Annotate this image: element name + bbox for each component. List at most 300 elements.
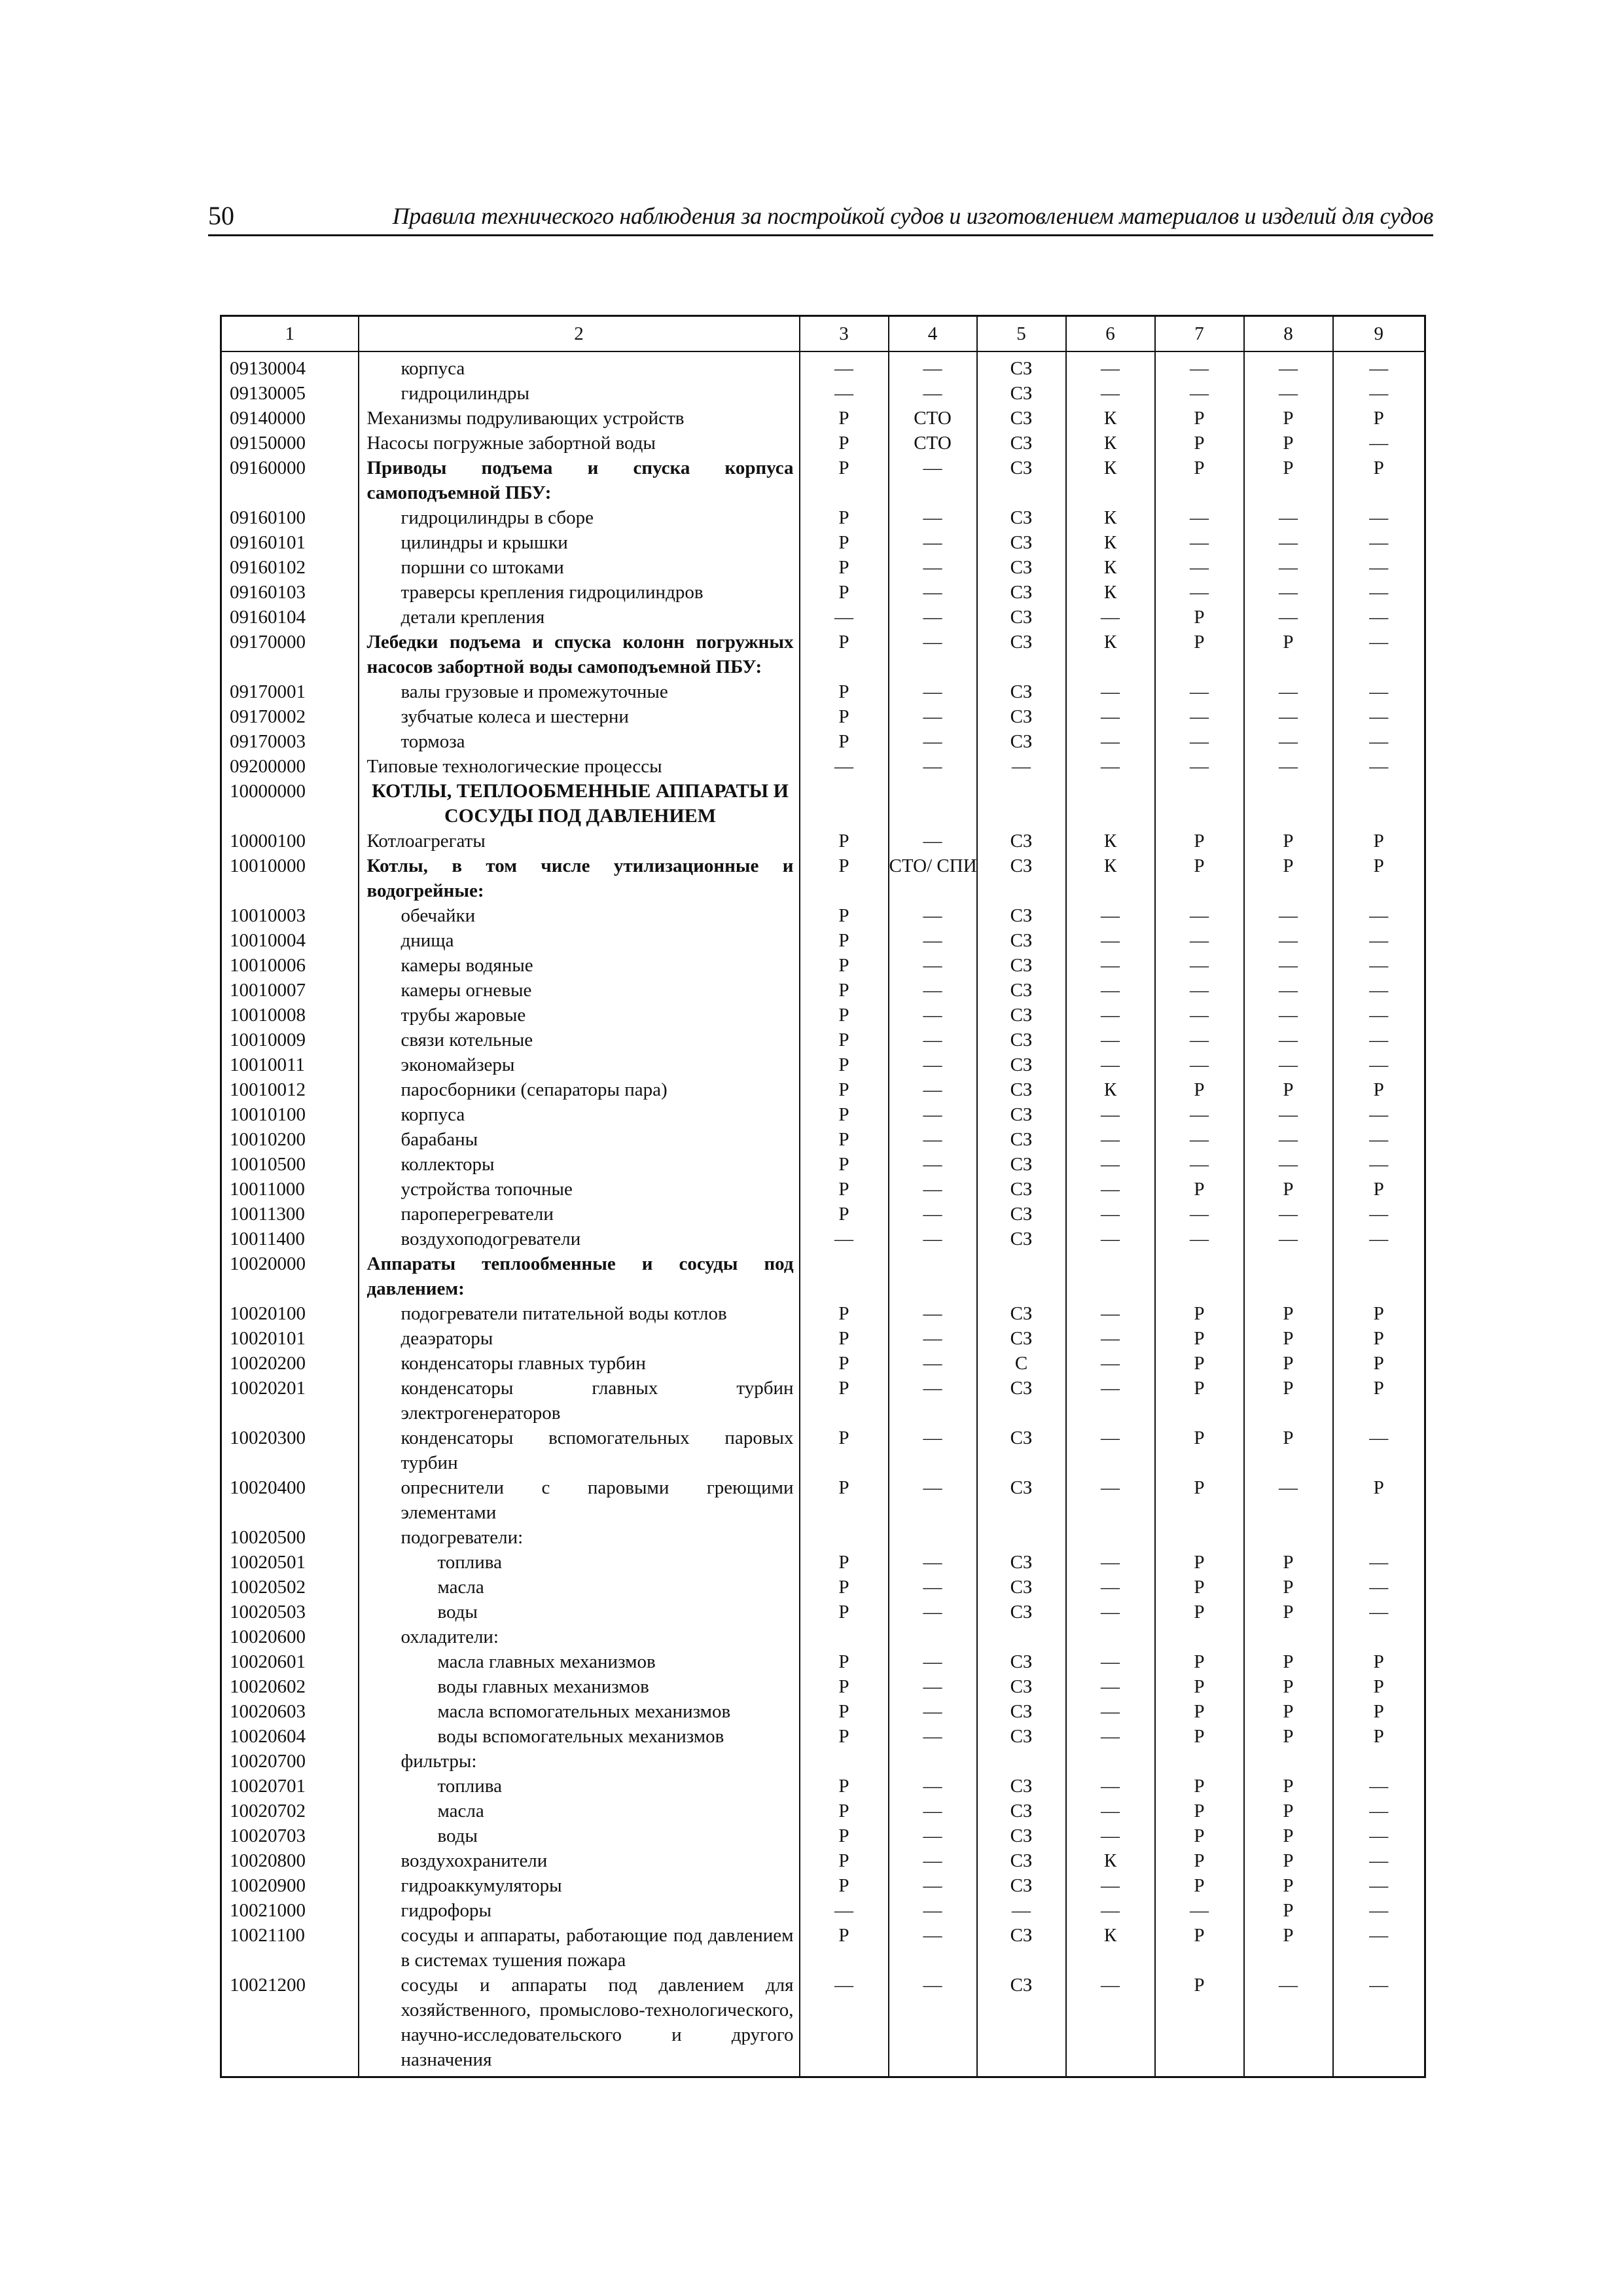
- requirement-cell: [800, 1624, 889, 1649]
- requirement-cell: —: [1333, 1923, 1425, 1973]
- requirement-cell: Р: [800, 1177, 889, 1202]
- requirement-cell: —: [1066, 1649, 1155, 1674]
- requirement-cell: СТО/ СПИ: [889, 853, 977, 903]
- requirement-cell: —: [1066, 1898, 1155, 1923]
- table-row: [221, 829, 1425, 853]
- requirement-cell: —: [889, 1649, 977, 1674]
- requirement-cell: —: [1244, 381, 1333, 406]
- requirement-cell: Р: [1155, 630, 1244, 679]
- requirement-cell: Р: [1244, 1699, 1333, 1724]
- requirement-cell: —: [1155, 704, 1244, 729]
- requirement-cell: Р: [800, 1301, 889, 1326]
- requirement-cell: —: [1155, 1102, 1244, 1127]
- requirement-cell: —: [1333, 978, 1425, 1003]
- requirement-cell: —: [1333, 953, 1425, 978]
- requirement-cell: —: [1333, 605, 1425, 630]
- item-code-cell: 10010011: [221, 1052, 359, 1077]
- requirement-cell: —: [1155, 953, 1244, 978]
- requirement-cell: СЗ: [977, 1102, 1066, 1127]
- requirement-cell: —: [889, 1376, 977, 1426]
- table-row: [221, 1028, 1425, 1052]
- requirement-cell: —: [1333, 351, 1425, 381]
- table-row: [221, 1749, 1425, 1774]
- requirement-cell: —: [889, 1127, 977, 1152]
- table-row: [221, 431, 1425, 456]
- requirement-cell: СТО: [889, 431, 977, 456]
- requirement-cell: Р: [1155, 1301, 1244, 1326]
- requirement-cell: СЗ: [977, 953, 1066, 978]
- requirement-cell: —: [1333, 1873, 1425, 1898]
- requirement-cell: —: [1066, 953, 1155, 978]
- item-name-cell: Аппараты теплообменные и сосуды под давлением:: [359, 1251, 800, 1301]
- requirement-cell: Р: [800, 630, 889, 679]
- requirement-cell: —: [1155, 903, 1244, 928]
- requirement-cell: Р: [1244, 1351, 1333, 1376]
- item-name-cell: тормоза: [359, 729, 800, 754]
- item-code-cell: 09160101: [221, 530, 359, 555]
- requirement-cell: —: [1333, 1052, 1425, 1077]
- item-name-cell: валы грузовые и промежуточные: [359, 679, 800, 704]
- requirement-cell: —: [1333, 1848, 1425, 1873]
- requirement-cell: —: [1066, 1152, 1155, 1177]
- requirement-cell: К: [1066, 530, 1155, 555]
- requirement-cell: СЗ: [977, 406, 1066, 431]
- requirement-cell: —: [889, 530, 977, 555]
- requirement-cell: Р: [800, 1550, 889, 1575]
- item-name-cell: Насосы погружные забортной воды: [359, 431, 800, 456]
- requirement-cell: —: [1066, 1177, 1155, 1202]
- requirement-cell: СЗ: [977, 704, 1066, 729]
- requirement-cell: —: [889, 381, 977, 406]
- requirement-cell: —: [1333, 704, 1425, 729]
- column-header: 7: [1155, 316, 1244, 352]
- requirement-cell: [977, 1525, 1066, 1550]
- item-code-cell: 10010008: [221, 1003, 359, 1028]
- item-name-cell: подогреватели питательной воды котлов: [359, 1301, 800, 1326]
- table-row: [221, 1251, 1425, 1301]
- requirement-cell: Р: [1333, 1177, 1425, 1202]
- requirement-cell: Р: [800, 1003, 889, 1028]
- requirement-cell: [889, 1525, 977, 1550]
- requirement-cell: —: [889, 1202, 977, 1227]
- requirement-cell: [1066, 1251, 1155, 1301]
- item-code-cell: 10020602: [221, 1674, 359, 1699]
- requirement-cell: Р: [800, 1873, 889, 1898]
- requirement-cell: —: [800, 754, 889, 779]
- requirement-cell: —: [1333, 1028, 1425, 1052]
- item-code-cell: 10010004: [221, 928, 359, 953]
- item-name-cell: конденсаторы главных турбин электрогенераторов: [359, 1376, 800, 1426]
- requirement-cell: Р: [1155, 1475, 1244, 1525]
- requirement-cell: —: [889, 953, 977, 978]
- requirement-cell: Р: [1155, 1426, 1244, 1475]
- item-name-cell: гидроаккумуляторы: [359, 1873, 800, 1898]
- requirement-cell: СЗ: [977, 505, 1066, 530]
- requirement-cell: —: [1333, 1973, 1425, 2077]
- item-code-cell: 09170001: [221, 679, 359, 704]
- requirement-cell: —: [1066, 1202, 1155, 1227]
- requirement-cell: Р: [1155, 1873, 1244, 1898]
- requirement-cell: СЗ: [977, 605, 1066, 630]
- item-name-cell: экономайзеры: [359, 1052, 800, 1077]
- requirement-cell: Р: [1333, 1301, 1425, 1326]
- item-code-cell: 10011000: [221, 1177, 359, 1202]
- requirement-cell: —: [889, 351, 977, 381]
- table-row: [221, 505, 1425, 530]
- requirement-cell: Р: [800, 1127, 889, 1152]
- item-code-cell: 10020101: [221, 1326, 359, 1351]
- table-row: [221, 1102, 1425, 1127]
- requirement-cell: —: [1244, 1475, 1333, 1525]
- column-header: 4: [889, 316, 977, 352]
- table-row: [221, 1301, 1425, 1326]
- item-code-cell: 09160102: [221, 555, 359, 580]
- running-title: Правила технического наблюдения за постройкой судов и изготовлением материалов и изделий для судов: [392, 203, 1433, 229]
- column-header: 2: [359, 316, 800, 352]
- item-code-cell: 10020503: [221, 1600, 359, 1624]
- item-name-cell: опреснители с паровыми греющими элементами: [359, 1475, 800, 1525]
- column-header: 1: [221, 316, 359, 352]
- requirement-cell: [1155, 1525, 1244, 1550]
- item-code-cell: 09130005: [221, 381, 359, 406]
- requirement-cell: [1333, 1624, 1425, 1649]
- requirement-cell: К: [1066, 1077, 1155, 1102]
- requirement-cell: СЗ: [977, 530, 1066, 555]
- requirement-cell: —: [1155, 754, 1244, 779]
- item-code-cell: 09200000: [221, 754, 359, 779]
- table-row: [221, 1426, 1425, 1475]
- table-row: [221, 1177, 1425, 1202]
- item-code-cell: 10020500: [221, 1525, 359, 1550]
- item-name-cell: подогреватели:: [359, 1525, 800, 1550]
- requirement-cell: —: [1155, 1152, 1244, 1177]
- requirement-cell: [1066, 1525, 1155, 1550]
- item-code-cell: 10020600: [221, 1624, 359, 1649]
- requirement-cell: Р: [1155, 1973, 1244, 2077]
- requirement-cell: [1244, 1251, 1333, 1301]
- table-row: [221, 1649, 1425, 1674]
- table-row: [221, 1774, 1425, 1799]
- table-row: [221, 1202, 1425, 1227]
- item-name-cell: охладители:: [359, 1624, 800, 1649]
- requirement-cell: Р: [800, 978, 889, 1003]
- table-row: [221, 779, 1425, 829]
- table-row: [221, 1923, 1425, 1973]
- item-name-cell: траверсы крепления гидроцилиндров: [359, 580, 800, 605]
- requirement-cell: [889, 1624, 977, 1649]
- requirement-cell: —: [1066, 1227, 1155, 1251]
- requirement-cell: СЗ: [977, 1426, 1066, 1475]
- requirement-cell: СЗ: [977, 1600, 1066, 1624]
- requirement-cell: Р: [800, 1799, 889, 1823]
- requirement-cell: —: [1244, 1152, 1333, 1177]
- column-header: 9: [1333, 316, 1425, 352]
- item-name-cell: коллекторы: [359, 1152, 800, 1177]
- requirement-cell: —: [800, 605, 889, 630]
- requirement-cell: —: [889, 1351, 977, 1376]
- item-code-cell: 10010009: [221, 1028, 359, 1052]
- requirement-cell: Р: [1244, 1898, 1333, 1923]
- requirement-cell: —: [1066, 1376, 1155, 1426]
- requirement-cell: —: [1333, 1102, 1425, 1127]
- requirement-cell: [1333, 1525, 1425, 1550]
- requirement-cell: —: [1066, 1873, 1155, 1898]
- requirement-cell: СЗ: [977, 580, 1066, 605]
- table-row: [221, 1227, 1425, 1251]
- requirement-cell: Р: [1155, 431, 1244, 456]
- column-header: 3: [800, 316, 889, 352]
- requirement-cell: —: [1066, 978, 1155, 1003]
- requirement-cell: Р: [1244, 1799, 1333, 1823]
- requirement-cell: [1333, 1251, 1425, 1301]
- requirement-cell: СЗ: [977, 1699, 1066, 1724]
- requirement-cell: —: [889, 679, 977, 704]
- requirement-cell: —: [1155, 928, 1244, 953]
- item-name-cell: зубчатые колеса и шестерни: [359, 704, 800, 729]
- requirement-cell: СЗ: [977, 1873, 1066, 1898]
- requirement-cell: —: [889, 1077, 977, 1102]
- requirement-cell: Р: [1333, 1326, 1425, 1351]
- table-row: [221, 754, 1425, 779]
- requirement-cell: Р: [1155, 1351, 1244, 1376]
- table-row: [221, 1475, 1425, 1525]
- item-name-cell: поршни со штоками: [359, 555, 800, 580]
- requirement-cell: —: [1244, 754, 1333, 779]
- requirement-cell: —: [889, 1426, 977, 1475]
- table-row: [221, 1152, 1425, 1177]
- requirement-cell: —: [1155, 1052, 1244, 1077]
- requirement-cell: Р: [800, 1674, 889, 1699]
- table-row: [221, 1525, 1425, 1550]
- requirement-cell: —: [1066, 1003, 1155, 1028]
- requirement-cell: —: [1333, 1898, 1425, 1923]
- requirement-cell: Р: [800, 953, 889, 978]
- page-number: 50: [208, 201, 234, 230]
- requirement-cell: —: [800, 1898, 889, 1923]
- requirement-cell: СЗ: [977, 1376, 1066, 1426]
- requirement-cell: —: [889, 555, 977, 580]
- requirement-cell: —: [1244, 555, 1333, 580]
- requirement-cell: —: [1066, 1102, 1155, 1127]
- requirement-cell: Р: [1244, 1426, 1333, 1475]
- requirement-cell: —: [1244, 580, 1333, 605]
- requirement-cell: [977, 779, 1066, 829]
- item-code-cell: 10020000: [221, 1251, 359, 1301]
- requirement-cell: Р: [1244, 406, 1333, 431]
- requirement-cell: Р: [1155, 1848, 1244, 1873]
- requirement-cell: —: [1155, 351, 1244, 381]
- requirement-cell: [889, 1251, 977, 1301]
- requirement-cell: —: [1333, 729, 1425, 754]
- item-code-cell: 09160104: [221, 605, 359, 630]
- requirement-cell: —: [889, 456, 977, 505]
- requirement-cell: —: [889, 903, 977, 928]
- requirement-cell: [1333, 779, 1425, 829]
- requirement-cell: Р: [1333, 829, 1425, 853]
- requirement-cell: Р: [1244, 1649, 1333, 1674]
- requirement-cell: —: [889, 1973, 977, 2077]
- requirement-cell: Р: [1244, 1600, 1333, 1624]
- item-code-cell: 10020701: [221, 1774, 359, 1799]
- requirement-cell: СЗ: [977, 978, 1066, 1003]
- requirement-cell: Р: [800, 1426, 889, 1475]
- requirement-cell: [1155, 1624, 1244, 1649]
- requirement-cell: —: [1333, 381, 1425, 406]
- table-row: [221, 978, 1425, 1003]
- item-name-cell: цилиндры и крышки: [359, 530, 800, 555]
- requirement-cell: —: [1244, 928, 1333, 953]
- requirement-cell: —: [1333, 679, 1425, 704]
- requirement-cell: —: [1244, 679, 1333, 704]
- item-code-cell: 09160100: [221, 505, 359, 530]
- requirement-cell: —: [1244, 704, 1333, 729]
- requirement-cell: Р: [800, 1848, 889, 1873]
- requirement-cell: Р: [1333, 406, 1425, 431]
- requirement-cell: СЗ: [977, 351, 1066, 381]
- item-code-cell: 10020400: [221, 1475, 359, 1525]
- requirement-cell: Р: [1244, 431, 1333, 456]
- requirement-cell: Р: [1244, 829, 1333, 853]
- requirement-cell: К: [1066, 505, 1155, 530]
- item-code-cell: 10000000: [221, 779, 359, 829]
- item-name-cell: днища: [359, 928, 800, 953]
- requirement-cell: —: [1066, 1575, 1155, 1600]
- requirement-cell: СЗ: [977, 1923, 1066, 1973]
- requirement-cell: Р: [1333, 1475, 1425, 1525]
- requirement-cell: —: [1244, 1973, 1333, 2077]
- requirement-cell: —: [889, 754, 977, 779]
- item-code-cell: 09160103: [221, 580, 359, 605]
- requirement-cell: —: [889, 1823, 977, 1848]
- requirement-cell: СЗ: [977, 1550, 1066, 1575]
- table-row: [221, 1724, 1425, 1749]
- requirement-cell: —: [1333, 1426, 1425, 1475]
- requirement-cell: —: [889, 1600, 977, 1624]
- table-row: [221, 1052, 1425, 1077]
- requirement-cell: Р: [1333, 456, 1425, 505]
- requirement-cell: —: [800, 381, 889, 406]
- requirement-cell: Р: [1244, 1923, 1333, 1973]
- requirement-cell: Р: [1155, 1649, 1244, 1674]
- item-name-cell: фильтры:: [359, 1749, 800, 1774]
- requirement-cell: К: [1066, 1923, 1155, 1973]
- item-code-cell: 10020601: [221, 1649, 359, 1674]
- requirement-cell: —: [1155, 978, 1244, 1003]
- requirement-cell: —: [1333, 505, 1425, 530]
- requirement-cell: Р: [1244, 1674, 1333, 1699]
- requirement-cell: Р: [800, 1102, 889, 1127]
- requirement-cell: —: [1333, 431, 1425, 456]
- requirement-cell: Р: [1155, 1376, 1244, 1426]
- requirement-cell: Р: [1155, 1774, 1244, 1799]
- requirement-cell: —: [1155, 580, 1244, 605]
- item-code-cell: 09170000: [221, 630, 359, 679]
- requirement-cell: Р: [1333, 1649, 1425, 1674]
- requirement-cell: [1066, 1624, 1155, 1649]
- requirement-cell: —: [1066, 754, 1155, 779]
- requirement-cell: —: [889, 704, 977, 729]
- requirement-cell: СЗ: [977, 1575, 1066, 1600]
- requirement-cell: —: [1333, 1799, 1425, 1823]
- requirement-cell: —: [1066, 1301, 1155, 1326]
- requirement-cell: СЗ: [977, 1823, 1066, 1848]
- table-row: [221, 456, 1425, 505]
- requirement-cell: СЗ: [977, 928, 1066, 953]
- requirement-cell: Р: [1155, 456, 1244, 505]
- requirement-cell: Р: [1333, 1724, 1425, 1749]
- requirement-cell: Р: [1333, 853, 1425, 903]
- requirement-cell: —: [1244, 953, 1333, 978]
- item-code-cell: 09130004: [221, 351, 359, 381]
- requirement-cell: Р: [800, 580, 889, 605]
- requirement-cell: СЗ: [977, 1052, 1066, 1077]
- requirement-cell: —: [889, 1301, 977, 1326]
- requirement-cell: СЗ: [977, 679, 1066, 704]
- table-row: [221, 630, 1425, 679]
- requirement-cell: —: [1066, 1674, 1155, 1699]
- item-name-cell: воды главных механизмов: [359, 1674, 800, 1699]
- requirement-cell: —: [889, 630, 977, 679]
- requirement-cell: Р: [1244, 1326, 1333, 1351]
- requirement-cell: —: [1333, 754, 1425, 779]
- requirement-cell: СЗ: [977, 1475, 1066, 1525]
- classification-table: [220, 315, 1426, 2078]
- requirement-cell: —: [1155, 1028, 1244, 1052]
- requirement-cell: [1244, 1749, 1333, 1774]
- requirement-cell: Р: [800, 1202, 889, 1227]
- requirement-cell: Р: [1155, 406, 1244, 431]
- requirement-cell: Р: [800, 1575, 889, 1600]
- table-row: [221, 1376, 1425, 1426]
- requirement-cell: Р: [1244, 1177, 1333, 1202]
- item-code-cell: 10020300: [221, 1426, 359, 1475]
- item-code-cell: 10020200: [221, 1351, 359, 1376]
- item-code-cell: 10021000: [221, 1898, 359, 1923]
- requirement-cell: СЗ: [977, 1973, 1066, 2077]
- requirement-cell: —: [1066, 928, 1155, 953]
- requirement-cell: СЗ: [977, 1227, 1066, 1251]
- requirement-cell: СЗ: [977, 853, 1066, 903]
- requirement-cell: —: [1244, 1028, 1333, 1052]
- item-code-cell: 10020800: [221, 1848, 359, 1873]
- requirement-cell: [1244, 779, 1333, 829]
- item-name-cell: топлива: [359, 1774, 800, 1799]
- requirement-cell: СЗ: [977, 1152, 1066, 1177]
- requirement-cell: —: [1244, 1202, 1333, 1227]
- requirement-cell: —: [1066, 351, 1155, 381]
- item-code-cell: 09140000: [221, 406, 359, 431]
- requirement-cell: Р: [1244, 1823, 1333, 1848]
- requirement-cell: Р: [1155, 829, 1244, 853]
- requirement-cell: —: [889, 1699, 977, 1724]
- requirement-cell: Р: [1333, 1351, 1425, 1376]
- table-row: [221, 704, 1425, 729]
- requirement-cell: —: [889, 1152, 977, 1177]
- requirement-cell: Р: [800, 456, 889, 505]
- table-row: [221, 351, 1425, 381]
- item-name-cell: камеры водяные: [359, 953, 800, 978]
- item-code-cell: 10010000: [221, 853, 359, 903]
- requirement-cell: —: [1066, 1724, 1155, 1749]
- item-name-cell: сосуды и аппараты под давлением для хозяйственного, промыслово-технологического, научно-исследовательского и другого назначения: [359, 1973, 800, 2077]
- table-row: [221, 1823, 1425, 1848]
- requirement-cell: —: [889, 1475, 977, 1525]
- requirement-cell: СЗ: [977, 1127, 1066, 1152]
- requirement-cell: —: [1155, 505, 1244, 530]
- requirement-cell: СЗ: [977, 456, 1066, 505]
- table-row: [221, 1127, 1425, 1152]
- requirement-cell: СЗ: [977, 1177, 1066, 1202]
